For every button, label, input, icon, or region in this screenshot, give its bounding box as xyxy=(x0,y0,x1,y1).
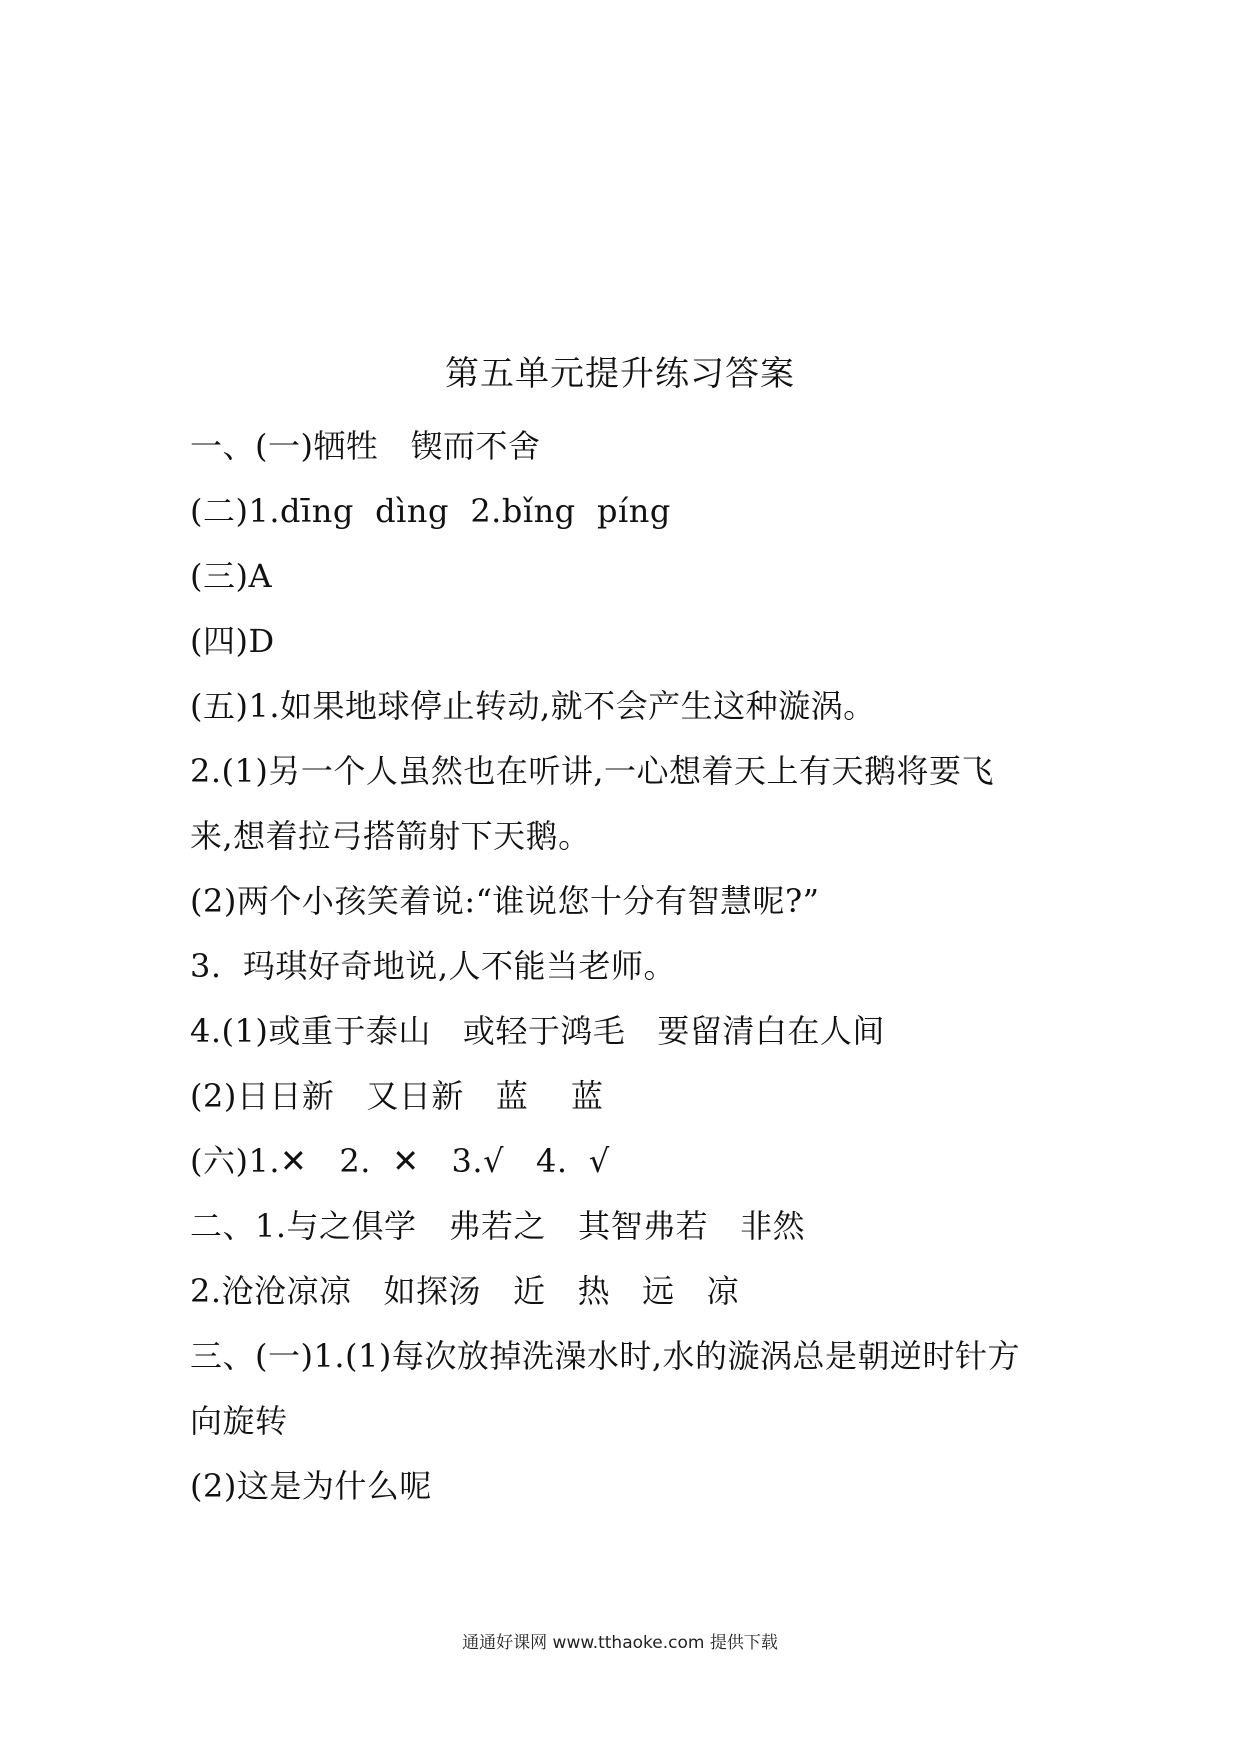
answer-line: (2)日日新 又日新 蓝 蓝 xyxy=(190,1077,604,1115)
answer-line: (六)1.✕ 2. ✕ 3.√ 4. √ xyxy=(190,1142,610,1180)
answer-line: 2.沧沧凉凉 如探汤 近 热 远 凉 xyxy=(190,1272,740,1310)
answer-line: 三、(一)1.(1)每次放掉洗澡水时,水的漩涡总是朝逆时针方 xyxy=(190,1337,1021,1375)
answer-line: 2.(1)另一个人虽然也在听讲,一心想着天上有天鹅将要飞 xyxy=(190,752,995,790)
answer-line: 向旋转 xyxy=(190,1402,288,1440)
page-title: 第五单元提升练习答案 xyxy=(445,354,795,394)
page-footer: 通通好课网 www.tthaoke.com 提供下载 xyxy=(462,1633,778,1653)
answer-line: (三)A xyxy=(190,557,273,595)
answer-line: (2)两个小孩笑着说:“谁说您十分有智慧呢?” xyxy=(190,882,820,920)
answer-line: 一、(一)牺牲 锲而不舍 xyxy=(190,427,541,465)
answer-line: (五)1.如果地球停止转动,就不会产生这种漩涡。 xyxy=(190,687,876,725)
answer-line: 二、1.与之俱学 弗若之 其智弗若 非然 xyxy=(190,1207,806,1245)
answer-line: 4.(1)或重于泰山 或轻于鸿毛 要留清白在人间 xyxy=(190,1012,885,1050)
answer-line: (四)D xyxy=(190,622,275,660)
answer-line: (2)这是为什么呢 xyxy=(190,1467,432,1505)
answer-line: (二)1.dīng dìng 2.bǐng píng xyxy=(190,492,671,530)
answer-line: 3. 玛琪好奇地说,人不能当老师。 xyxy=(190,947,677,985)
answer-line: 来,想着拉弓搭箭射下天鹅。 xyxy=(190,817,591,855)
